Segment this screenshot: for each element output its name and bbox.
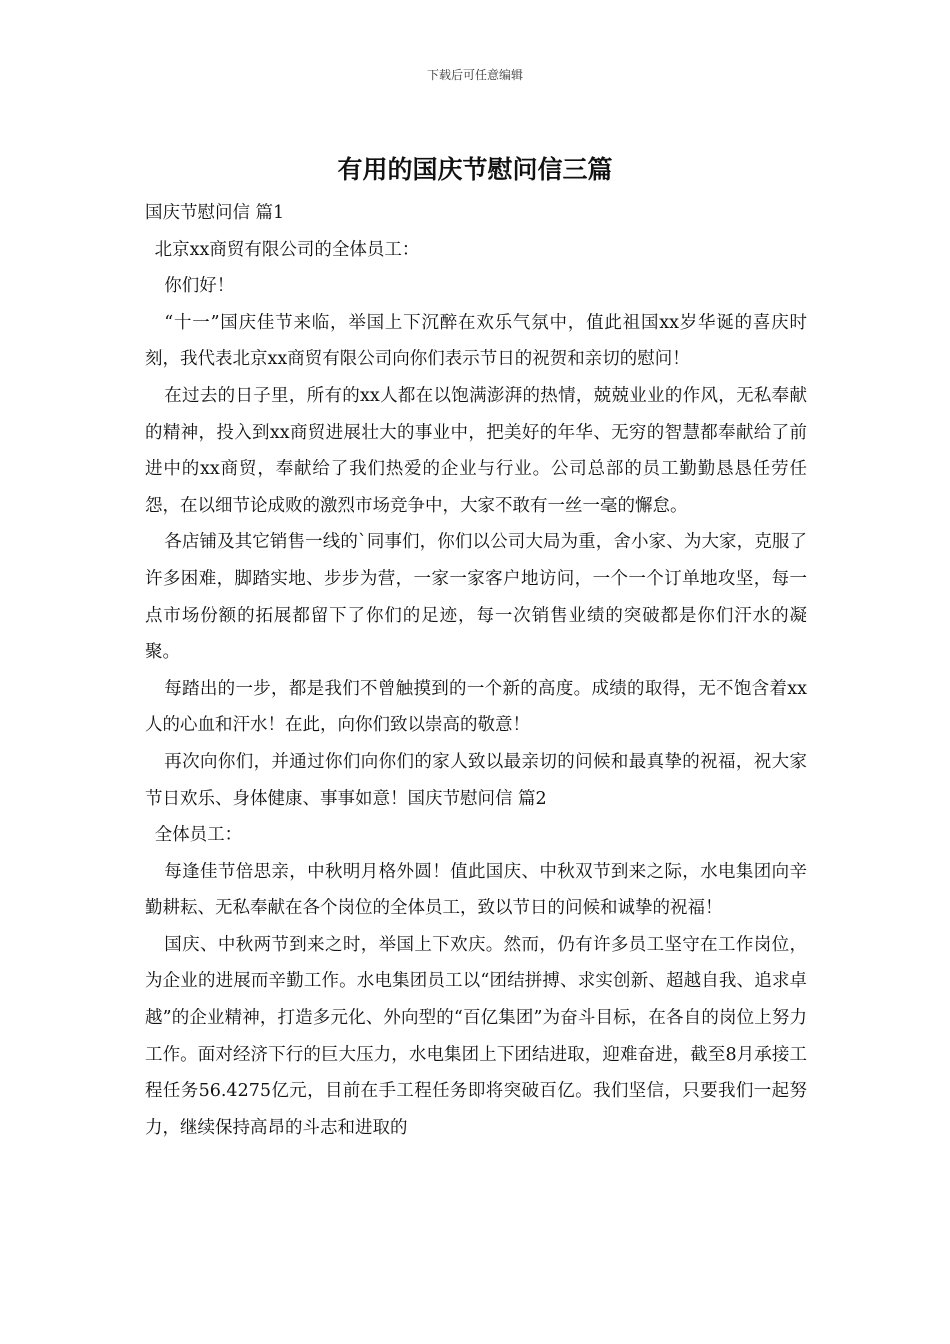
paragraph: 再次向你们，并通过你们向你们的家人致以最亲切的问候和最真挚的祝福，祝大家节日欢乐、身体健康、事事如意！国庆节慰问信 篇2	[145, 751, 807, 809]
paragraph: 在过去的日子里，所有的xx人都在以饱满澎湃的热情，兢兢业业的作风，无私奉献的精神，投入到xx商贸进展壮大的事业中，把美好的年华、无穷的智慧都奉献给了前进中的xx商贸，奉献给了我们热爱的企业与行业。公司总部的员工勤勤恳恳任劳任怨，在以细节论成败的激烈市场竞争中，大家不敢有一丝一毫的懈怠。	[145, 385, 807, 516]
paragraph: 每踏出的一步，都是我们不曾触摸到的一个新的高度。成绩的取得，无不饱含着xx人的心血和汗水！在此，向你们致以崇高的敬意！	[145, 678, 807, 736]
salutation: 北京xx商贸有限公司的全体员工：	[154, 239, 420, 260]
document-title: 有用的国庆节慰问信三篇	[337, 155, 613, 184]
header-note: 下载后可任意编辑	[426, 68, 523, 82]
section-heading: 国庆节慰问信 篇1	[145, 203, 285, 223]
paragraph: “十一”国庆佳节来临，举国上下沉醉在欢乐气氛中，值此祖国xx岁华诞的喜庆时刻，我代表北京xx商贸有限公司向你们表示节日的祝贺和亲切的慰问！	[145, 312, 807, 370]
paragraph: 各店铺及其它销售一线的`同事们，你们以公司大局为重，舍小家、为大家，克服了许多困难，脚踏实地、步步为营，一家一家客户地访问，一个一个订单地攻坚，每一点市场份额的拓展都留下了你们的足迹，每一次销售业绩的突破都是你们汗水的凝聚。	[145, 532, 807, 663]
document-body	[145, 195, 807, 1146]
paragraph: 每逢佳节倍思亲，中秋明月格外圆！值此国庆、中秋双节到来之际，水电集团向辛勤耕耘、无私奉献在各个岗位的全体员工，致以节日的问候和诚挚的祝福！	[145, 861, 807, 919]
salutation: 全体员工：	[154, 825, 243, 846]
greeting: 你们好！	[164, 276, 235, 297]
paragraph: 国庆、中秋两节到来之时，举国上下欢庆。然而，仍有许多员工坚守在工作岗位，为企业的进展而辛勤工作。水电集团员工以“团结拼搏、求实创新、超越自我、追求卓越”的企业精神，打造多元化、外向型的“百亿集团”为奋斗目标，在各自的岗位上努力工作。面对经济下行的巨大压力，水电集团上下团结进取，迎难奋进，截至8月承接工程任务56.4275亿元，目前在手工程任务即将突破百亿。我们坚信，只要我们一起努力，继续保持高昂的斗志和进取的	[145, 934, 807, 1138]
